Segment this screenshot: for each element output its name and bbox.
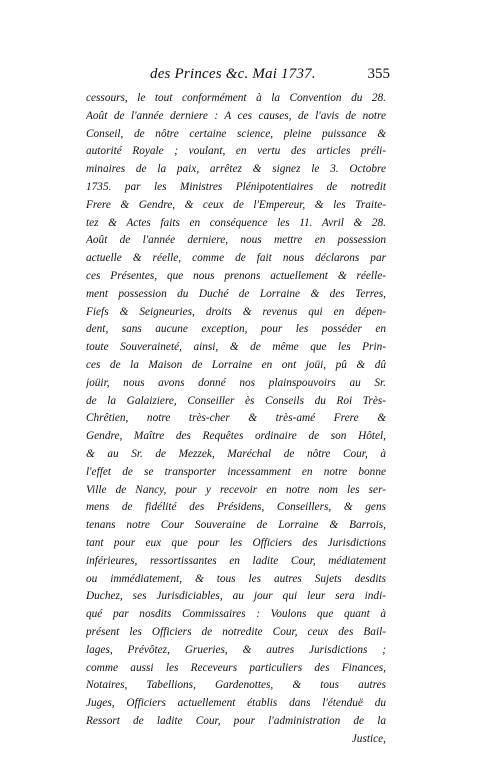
text-line: Juges, Officiers actuellement établis dans l'étenduë du [86, 697, 386, 710]
text-line: inférieures, ressortissantes en ladite Cour, médiatement [86, 554, 386, 567]
text-line: ces Présentes, que nous prenons actuellement & réelle- [86, 269, 386, 282]
text-line: & au Sr. de Mezzek, Maréchal de nôtre Cour, à [86, 447, 386, 460]
text-line: joüir, nous avons donné nos plainspouvoirs au Sr. [86, 376, 386, 389]
text-line: l'effet de se transporter incessamment en notre bonne [86, 465, 386, 478]
text-line: de la Galaiziere, Conseiller ès Conseils du Roi Très- [86, 394, 386, 407]
text-line: Fiefs & Seigneuries, droits & revenus qui en dépen- [86, 305, 386, 318]
text-line: Août de l'année derniere : A ces causes, de l'avis de notre [86, 109, 386, 122]
text-line: Ressort de ladite Cour, pour l'administration de la [86, 714, 386, 727]
body-text [86, 90, 386, 748]
page-number: 355 [367, 66, 390, 82]
text-line: actuelle & réelle, comme de fait nous déclarons par [86, 252, 386, 265]
text-line: présent les Officiers de notredite Cour, ceux des Bail- [86, 625, 386, 638]
text-line: lages, Prévôtez, Grueries, & autres Jurisdictions ; [86, 643, 386, 656]
text-line: minaires de la paix, arrêtez & signez le 3. Octobre [86, 163, 386, 176]
text-line: tez & Actes faits en conséquence les 11. Avril & 28. [86, 216, 386, 229]
text-line: dent, sans aucune exception, pour les posséder en [86, 323, 386, 336]
text-line: cessours, le tout conformément à la Convention du 28. [86, 92, 386, 104]
running-head: des Princes &c. Mai 1737. [150, 66, 316, 82]
text-line: Gendre, Maître des Requêtes ordinaire de son Hôtel, [86, 430, 386, 443]
text-line: comme aussi les Receveurs particuliers des Finances, [86, 661, 386, 674]
text-line: toute Souveraineté, ainsi, & de même que les Prin- [86, 341, 386, 354]
text-line: Duchez, ses Jurisdiciables, au jour qui leur sera indi- [86, 590, 386, 603]
page-header [150, 66, 390, 90]
text-line: ment possession du Duché de Lorraine & des Terres, [86, 287, 386, 300]
text-line: tant pour eux que pour les Officiers des Jurisdictions [86, 536, 386, 549]
text-line: Justice, [351, 732, 386, 745]
text-line: Frere & Gendre, & ceux de l'Empereur, & les Traite- [86, 198, 386, 211]
text-line: Conseil, de nôtre certaine science, pleine puissance & [86, 127, 386, 140]
text-line: tenans notre Cour Souveraine de Lorraine & Barrois, [86, 519, 386, 532]
text-line: ou immédiatement, & tous les autres Sujets desdits [86, 572, 386, 585]
text-line: 1735. par les Ministres Plénipotentiaires de notredit [86, 180, 386, 193]
text-line: ces de la Maison de Lorraine en ont joüi, pû & dû [86, 358, 386, 371]
text-line: mens de fidélité des Présidens, Conseillers, & gens [86, 501, 386, 514]
text-line: Notaires, Tabellions, Gardenottes, & tous autres [86, 679, 386, 692]
text-line: Août de l'année derniere, nous mettre en possession [86, 234, 386, 247]
text-line: Ville de Nancy, pour y recevoir en notre nom les ser- [86, 483, 386, 496]
text-line: autorité Royale ; voulant, en vertu des articles préli- [86, 145, 386, 158]
text-line: qué par nosdits Commissaires : Voulons que quant à [86, 608, 386, 621]
text-line: Chrêtien, notre très-cher & très-amé Frere & [86, 412, 386, 425]
